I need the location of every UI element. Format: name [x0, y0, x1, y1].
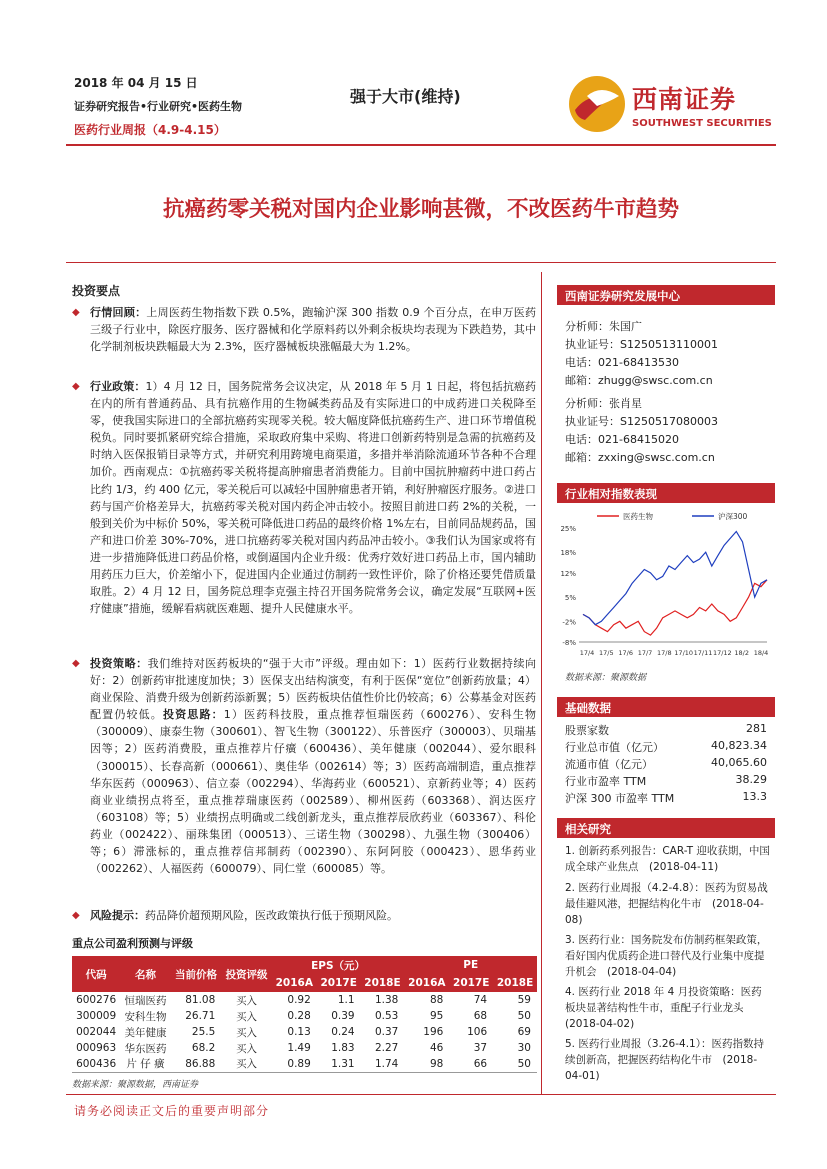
basic-data-row	[565, 739, 767, 755]
cell-pe: 46	[429, 1042, 444, 1054]
bullet-icon: ◆	[72, 381, 80, 392]
analyst1-email[interactable]: 邮箱：zhugg@swsc.com.cn	[565, 374, 713, 387]
title-divider	[66, 262, 776, 263]
cell-name: 华东医药	[124, 1042, 167, 1055]
cell-eps: 0.39	[331, 1010, 355, 1022]
cell-price: 86.88	[171, 1056, 222, 1072]
report-date: 2018 年 04 月 15 日	[74, 76, 198, 90]
cell-pe: 106	[467, 1026, 488, 1038]
related-research-heading: 相关研究	[557, 818, 775, 838]
research-center-heading: 西南证券研究发展中心	[557, 285, 775, 305]
bullet-icon: ◆	[72, 658, 80, 669]
report-title: 抗癌药零关税对国内企业影响甚微，不改医药牛市趋势	[162, 197, 679, 222]
cell-pe: 50	[517, 1010, 531, 1022]
cell-price: 25.5	[191, 1026, 216, 1038]
cell-name: 安科生物	[124, 1010, 167, 1023]
col-rating: 投资评级	[221, 956, 272, 992]
y-tick-label: 25%	[560, 525, 576, 533]
y-tick-label: -8%	[562, 639, 576, 647]
footer-divider	[66, 1094, 776, 1095]
analyst1-tel: 电话：021-68413530	[565, 356, 679, 369]
report-category: 证券研究报告•行业研究•医药生物	[74, 100, 243, 113]
cell-eps: 0.24	[331, 1026, 355, 1038]
y-tick-label: 18%	[560, 549, 576, 558]
bullet-icon: ◆	[72, 307, 80, 318]
analyst1-name: 分析师：朱国广	[565, 320, 642, 333]
strategy-label-2: 投资思路：	[162, 708, 224, 722]
cell-pe: 95	[429, 1010, 444, 1022]
col-eps: EPS（元）	[272, 956, 405, 974]
cell-eps: 1.49	[287, 1042, 311, 1054]
cell-pe: 50	[493, 1056, 537, 1072]
basic-data-row	[565, 756, 767, 772]
col-price: 当前价格	[171, 956, 222, 992]
strategy-ideas-text: 1）医药科技股，重点推荐恒瑞医药（600276）、安科生物（300009）、康泰生物（300601）、智飞生物（300122）、乐普医疗（300003）、贝瑞基因等；2）医药消费股，重点推荐片仔癀（600436）、美年健康（002044）、爱尔眼科（300015）、长春高新（000661）、奥佳华（002614）等；3）医药高端制造，重点推荐华东医药（000963）、信立泰（002294）、华海药业（600521）、京新药业等；4）医药商业业绩拐点将至，重点推荐瑞康医药（002589）、柳州医药（603368）、润达医疗（603108）等；5）业绩拐点明确或二线创新龙头，重点推荐辰欣药业（603367）、科伦药业（002422）、丽珠集团（000513）、三诺生物（300298）、九强生物（300406）等；6）滞涨标的，重点推荐信邦制药（002390）、东阿阿胶（000423）、恩华药业（002262）、人福医药（600079）、同仁堂（600085）等。	[90, 708, 537, 876]
basic-data-row	[565, 773, 767, 789]
cell-pe: 196	[423, 1026, 444, 1038]
y-tick-label: 12%	[560, 569, 576, 578]
forecast-table	[72, 956, 537, 1073]
basic-data-value: 281	[746, 722, 767, 735]
cell-name: 恒瑞医药	[124, 994, 167, 1007]
x-tick-label: 17/7	[637, 649, 653, 657]
cell-rating: 买入	[236, 1042, 258, 1055]
cell-rating: 买入	[236, 1010, 258, 1023]
strategy-bullet	[72, 655, 536, 877]
cell-eps: 0.28	[287, 1010, 311, 1022]
cell-eps: 0.53	[374, 1010, 399, 1022]
x-tick-label: 17/5	[599, 649, 614, 657]
basic-data-key: 沪深 300 市盈率 TTM	[565, 792, 675, 805]
cell-eps: 0.13	[287, 1026, 311, 1038]
relative-index-chart	[557, 506, 775, 666]
table-row	[72, 1024, 537, 1040]
cell-price: 68.2	[191, 1042, 216, 1054]
cell-code: 600436	[72, 1056, 120, 1072]
risk-text: 药品降价超预期风险，医改政策执行低于预期风险。	[145, 909, 398, 922]
cell-pe: 37	[473, 1042, 488, 1054]
risk-bullet	[72, 907, 536, 924]
y-tick-label: -2%	[562, 618, 576, 627]
bullet-icon: ◆	[72, 910, 80, 921]
company-name-en: SOUTHWEST SECURITIES	[632, 118, 772, 129]
basic-data-key: 股票家数	[565, 724, 609, 737]
cell-code: 000963	[76, 1042, 117, 1054]
cell-eps: 0.37	[374, 1026, 399, 1038]
industry-rating: 强于大市(维持)	[350, 87, 461, 106]
cell-pe: 69	[517, 1026, 531, 1038]
cell-code: 600276	[76, 994, 117, 1006]
table-heading: 重点公司盈利预测与评级	[72, 937, 193, 950]
table-row	[72, 1040, 537, 1056]
market-review-bullet	[72, 304, 536, 355]
x-tick-label: 17/4	[579, 649, 595, 657]
basic-data-value: 38.29	[735, 773, 767, 786]
column-divider	[541, 272, 542, 1094]
analyst2-email[interactable]: 邮箱：zxxing@swsc.com.cn	[565, 451, 715, 464]
basic-data-row	[565, 722, 767, 738]
chart-source: 数据来源：聚源数据	[565, 673, 647, 683]
cell-pe: 98	[404, 1056, 449, 1072]
cell-eps: 2.27	[374, 1042, 399, 1054]
table-row	[72, 992, 537, 1008]
col-year: 2016A	[404, 974, 449, 992]
cell-price: 81.08	[185, 994, 216, 1006]
cell-eps: 1.31	[317, 1056, 361, 1072]
col-code: 代码	[72, 956, 120, 992]
basic-data-value: 40,823.34	[711, 739, 767, 752]
x-tick-label: 17/6	[618, 649, 633, 657]
market-review-text: 上周医药生物指数下跌 0.5%，跑输沪深 300 指数 0.9 个百分点，在申万医药三级子行业中，除医疗服务、医疗器械和化学原料药以外剩余板块均表现为下跌趋势，其中化学制剂板块跌幅最大为 2.3%，医疗器械板块涨幅最大为 1.2%。	[90, 306, 537, 354]
report-series: 医药行业周报（4.9-4.15）	[74, 123, 226, 137]
cell-pe: 30	[517, 1042, 531, 1054]
cell-pe: 66	[449, 1056, 493, 1072]
related-research-item[interactable]: 4. 医药行业 2018 年 4 月投资策略：医药板块显著结构性牛市，重配子行业龙头 (2018-04-02)	[565, 986, 762, 1030]
cell-eps: 1.83	[331, 1042, 355, 1054]
cell-eps: 0.92	[287, 994, 311, 1006]
basic-data-heading: 基础数据	[557, 697, 775, 717]
cell-rating: 买入	[236, 994, 258, 1007]
basic-data-key: 流通市值（亿元）	[565, 758, 653, 771]
cell-name: 片 仔 癀	[120, 1056, 171, 1072]
basic-data-key: 行业总市值（亿元）	[565, 741, 664, 754]
cell-eps: 1.74	[361, 1056, 405, 1072]
related-research-item[interactable]: 3. 医药行业：国务院发布仿制药框架政策，看好国内优质药企进口替代及行业集中度提升机会 (2018-04-04)	[565, 934, 768, 978]
basic-data-value: 40,065.60	[711, 756, 767, 769]
analyst1-cert: 执业证号：S1250513110001	[565, 338, 718, 351]
footer-disclaimer: 请务必阅读正文后的重要声明部分	[74, 1104, 270, 1118]
market-review-label: 行情回顾：	[90, 306, 147, 319]
series-line	[583, 580, 767, 635]
table-row	[72, 1056, 537, 1072]
legend-label: 沪深300	[718, 512, 748, 521]
x-tick-label: 18/2	[734, 649, 749, 657]
cell-eps: 1.1	[337, 994, 355, 1006]
cell-rating: 买入	[236, 1026, 258, 1039]
policy-bullet	[72, 378, 536, 617]
col-year: 2017E	[317, 974, 361, 992]
col-pe: PE	[404, 956, 537, 974]
cell-rating: 买入	[221, 1056, 272, 1072]
x-tick-label: 17/10	[674, 649, 694, 657]
related-research-item[interactable]: 2. 医药行业周报（4.2-4.8）：医药为贸易战最佳避风港，把握结构化牛市 (2018-04-08)	[565, 882, 768, 926]
col-year: 2018E	[361, 974, 405, 992]
legend-label: 医药生物	[623, 512, 653, 521]
chart-heading: 行业相对指数表现	[557, 483, 775, 503]
basic-data-key: 行业市盈率 TTM	[565, 775, 647, 788]
y-tick-label: 5%	[564, 594, 576, 603]
policy-label: 行业政策：	[90, 380, 146, 393]
basic-data-value: 13.3	[742, 790, 767, 803]
cell-eps: 1.38	[374, 994, 399, 1006]
table-row	[72, 1008, 537, 1024]
analyst2-cert: 执业证号：S1250517080003	[565, 415, 718, 428]
related-research-item[interactable]: 1. 创新药系列报告：CAR-T 迎收获期，中国成全球产业焦点 (2018-04-11)	[565, 845, 770, 873]
cell-price: 26.71	[185, 1010, 216, 1022]
cell-code: 002044	[76, 1026, 117, 1038]
company-logo-icon	[567, 74, 627, 134]
table-source: 数据来源：聚源数据，西南证券	[72, 1080, 199, 1090]
x-tick-label: 17/8	[657, 649, 672, 657]
col-year: 2018E	[493, 974, 537, 992]
col-year: 2017E	[449, 974, 493, 992]
strategy-text: 我们维持对医药板块的“强于大市”评级。理由如下：1）医药行业数据持续向好：2）创新药审批速度加快；3）医保支出结构演变，有利于医保“宽位”创新药放量；4）商业保险、消费升级为创新药添新翼；5）医药板块估值性价比仍较高；6）公募基金对医药配置仍较低。	[90, 657, 536, 722]
related-research-item[interactable]: 5. 医药行业周报（3.26-4.1）：医药指数持续创新高，把握医药结构化牛市 (2018-04-01)	[565, 1038, 764, 1082]
company-name-cn: 西南证券	[632, 85, 737, 114]
summary-heading: 投资要点	[72, 284, 121, 298]
col-year: 2016A	[272, 974, 317, 992]
cell-name: 美年健康	[124, 1026, 167, 1039]
cell-pe: 68	[473, 1010, 488, 1022]
analyst2-name: 分析师：张肖星	[565, 397, 642, 410]
cell-pe: 59	[517, 994, 531, 1006]
policy-text: 1）4 月 12 日，国务院常务会议决定，从 2018 年 5 月 1 日起，将包括抗癌药在内的所有普通药品、具有抗癌作用的生物碱类药品及有实际进口的中成药进口关税降至零，使我国实际进口的全部抗癌药实现零关税。较大幅度降低抗癌药生产、进口环节增值税税负。同时要抓紧研究综合措施，采取政府集中采购、将进口创新药特别是急需的抗癌药及时纳入医保报销目录等方式，并研究利用跨境电商渠道，多措并举消除流通环节各种不合理加价。西南观点：①抗癌药零关税将提高肿瘤患者消费能力。目前中国抗肿瘤药中进口药占比约 1/3，约 400 亿元，零关税后可以减轻中国肿瘤患者开销，利好肿瘤医疗服务。②进口药与国产价格差异大，抗癌药零关税对国内药企冲击较小。按照目前进口药 2%的关税，一般到关价为中标价 50%，零关税可降低进口药品的最终价格 1%左右，目前同品规药品，国产和进口价差 30%-70%，进口抗癌药零关税对国内药品冲击较小。③我们认为国家或将有进一步措施降低进口药品价格，或倒逼国内企业升级：优秀疗效好进口药品上市，国内辅助用药压力巨大，价差缩小下，促进国内企业通过仿制药一致性评价，除了价格还要凭借质量取胜。2）4 月 12 日，国务院总理李克强主持召开国务院常务会议，确定发展“互联网+医疗健康”措施，缓解看病就医难题、提升人民健康水平。	[90, 380, 537, 616]
header-divider	[66, 144, 776, 146]
analyst2-tel: 电话：021-68415020	[565, 433, 679, 446]
cell-eps: 0.89	[272, 1056, 317, 1072]
basic-data-row	[565, 790, 767, 806]
col-name: 名称	[120, 956, 171, 992]
cell-pe: 74	[473, 994, 488, 1006]
x-tick-label: 18/4	[753, 649, 769, 657]
x-tick-label: 17/11	[693, 649, 713, 657]
cell-pe: 88	[429, 994, 444, 1006]
x-tick-label: 17/12	[712, 649, 732, 657]
cell-code: 300009	[76, 1010, 117, 1022]
risk-label: 风险提示：	[90, 909, 145, 922]
strategy-label: 投资策略：	[90, 657, 148, 670]
